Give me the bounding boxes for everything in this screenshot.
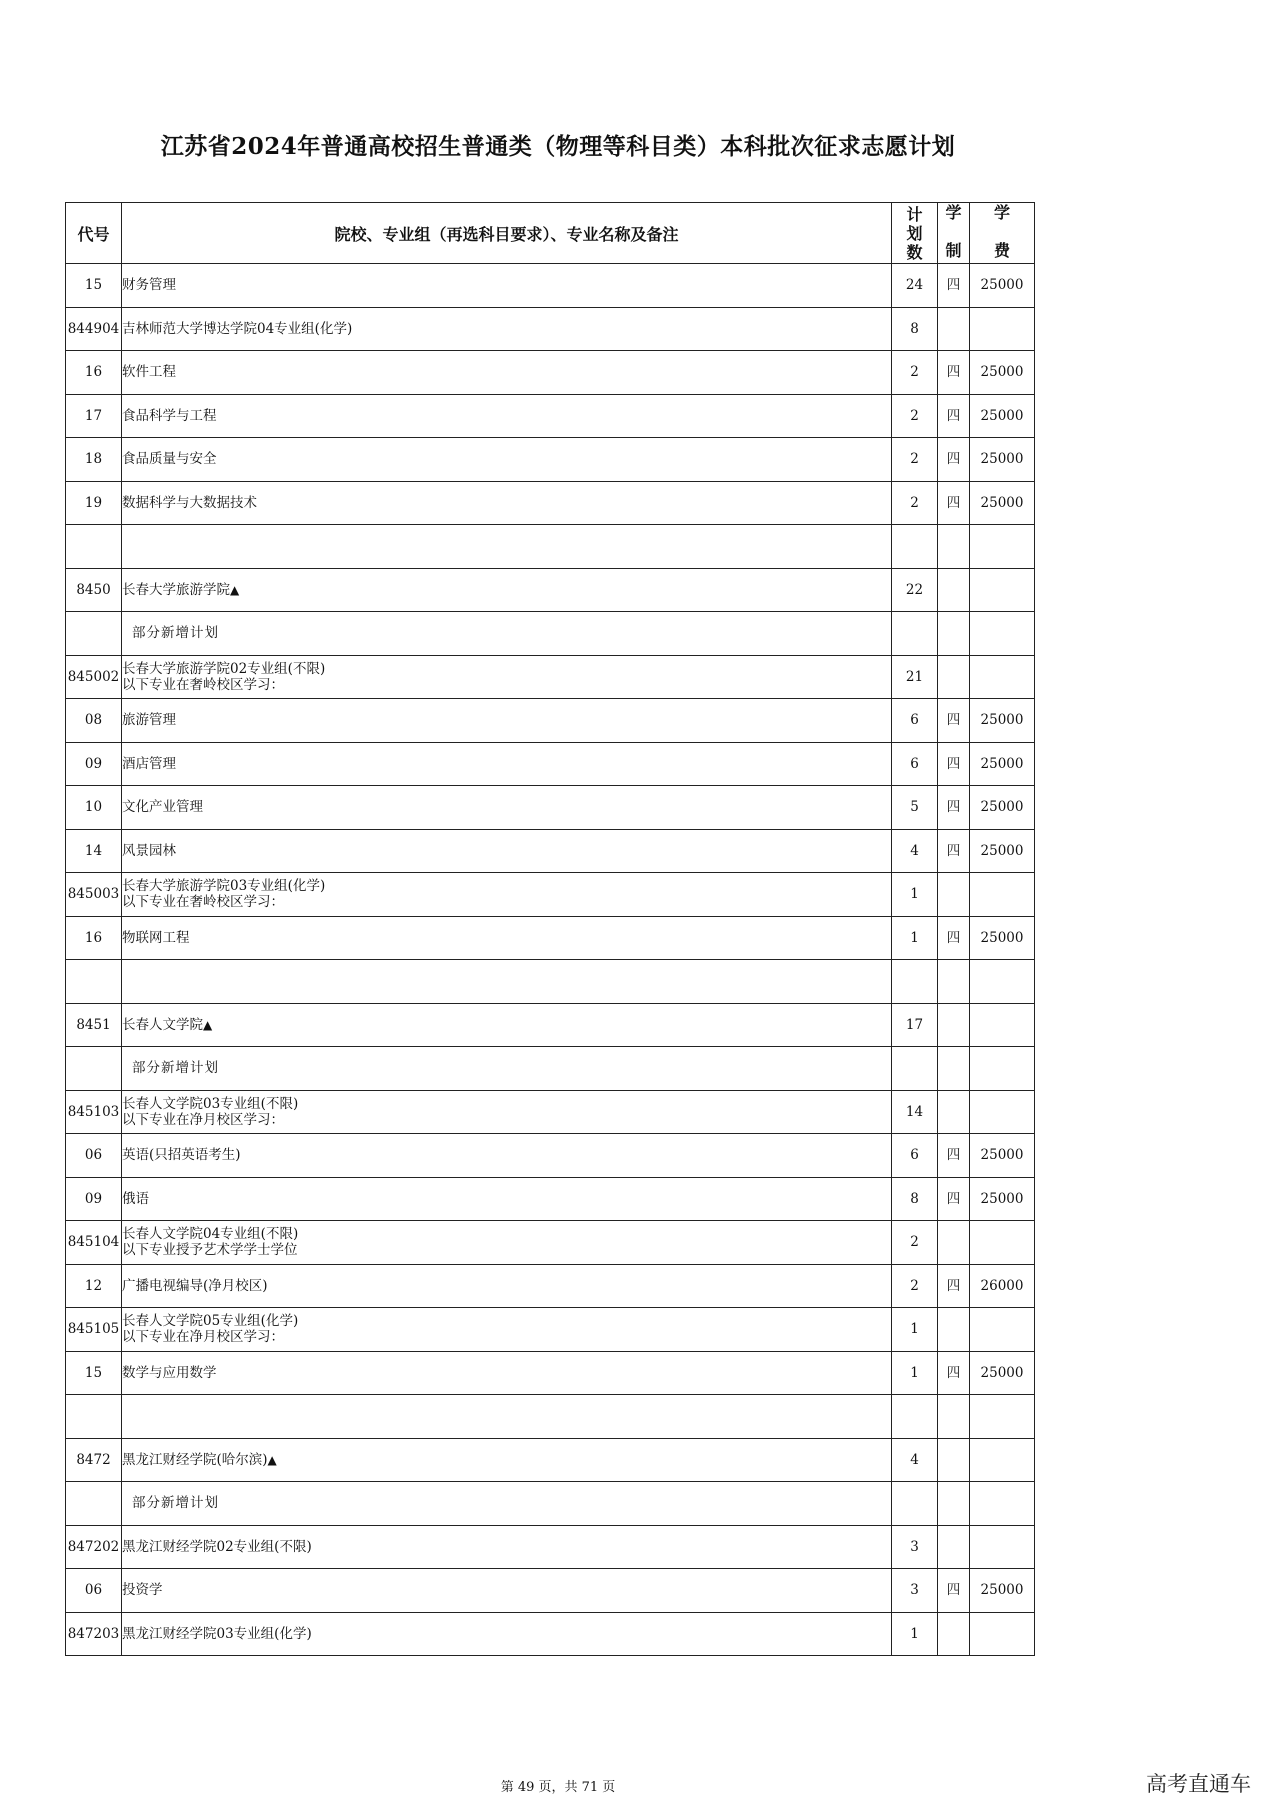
- row-name: [122, 1569, 892, 1613]
- table-row: [66, 1612, 1035, 1656]
- row-code: 845003: [66, 873, 122, 917]
- row-name-line: 以下专业授予艺术学学士学位: [122, 1242, 298, 1259]
- row-name: [122, 1395, 892, 1439]
- row-plan-count: [892, 612, 938, 656]
- row-fee: [970, 655, 1035, 699]
- row-code: 847203: [66, 1612, 122, 1656]
- table-row: [66, 1569, 1035, 1613]
- row-fee: [970, 1003, 1035, 1047]
- table-row: [66, 1525, 1035, 1569]
- row-code: [66, 612, 122, 656]
- row-plan-count: 2: [892, 438, 938, 482]
- row-fee: [970, 1090, 1035, 1134]
- header-fee: [970, 203, 1035, 264]
- row-code: 16: [66, 351, 122, 395]
- row-code: 09: [66, 742, 122, 786]
- row-code: 06: [66, 1134, 122, 1178]
- row-plan-count: 4: [892, 829, 938, 873]
- row-fee: 26000: [970, 1264, 1035, 1308]
- row-name: [122, 394, 892, 438]
- row-name-line: 酒店管理: [122, 755, 176, 772]
- row-code: [66, 1395, 122, 1439]
- row-fee: 25000: [970, 916, 1035, 960]
- header-fee-char: 学: [993, 203, 1010, 222]
- row-fee: [970, 1612, 1035, 1656]
- row-years: [938, 1395, 970, 1439]
- row-plan-count: 8: [892, 307, 938, 351]
- row-plan-count: 24: [892, 264, 938, 308]
- row-name-line: [122, 1017, 891, 1033]
- row-name: [122, 1134, 892, 1178]
- row-name: [122, 655, 892, 699]
- row-name-line: 食品质量与安全: [122, 451, 217, 468]
- row-name-line: 部分新增计划: [132, 1060, 219, 1077]
- table-row: [66, 1003, 1035, 1047]
- table-row: [66, 1047, 1035, 1091]
- row-name-line: 文化产业管理: [122, 799, 203, 816]
- row-code: 15: [66, 264, 122, 308]
- row-plan-count: [892, 525, 938, 569]
- row-name-line: 以下专业在奢岭校区学习：: [122, 676, 284, 693]
- row-name-line: 食品科学与工程: [122, 407, 217, 424]
- row-years: 四: [938, 1177, 970, 1221]
- row-name: [122, 481, 892, 525]
- table-row: [66, 568, 1035, 612]
- row-fee: 25000: [970, 438, 1035, 482]
- row-name-line: 英语(只招英语考生): [122, 1147, 241, 1164]
- row-plan-count: 2: [892, 351, 938, 395]
- row-code: 15: [66, 1351, 122, 1395]
- row-name: [122, 525, 892, 569]
- row-years: 四: [938, 351, 970, 395]
- table-row: [66, 699, 1035, 743]
- row-plan-count: 1: [892, 873, 938, 917]
- row-name-line: 投资学: [122, 1582, 163, 1599]
- table-row: [66, 1221, 1035, 1265]
- page-title: 江苏省2024年普通高校招生普通类（物理等科目类）本科批次征求志愿计划: [160, 133, 956, 160]
- row-fee: [970, 1438, 1035, 1482]
- table-header: [66, 203, 1035, 264]
- table-row: [66, 655, 1035, 699]
- row-name: [122, 742, 892, 786]
- row-plan-count: 3: [892, 1525, 938, 1569]
- row-name-line: 广播电视编导(净月校区): [122, 1277, 268, 1294]
- row-plan-count: 1: [892, 916, 938, 960]
- row-years: 四: [938, 1134, 970, 1178]
- row-name: [122, 1351, 892, 1395]
- row-fee: [970, 568, 1035, 612]
- triangle-marker-icon: ▲: [203, 1017, 213, 1032]
- row-years: [938, 1612, 970, 1656]
- row-years: [938, 1438, 970, 1482]
- row-fee: 25000: [970, 699, 1035, 743]
- row-years: [938, 612, 970, 656]
- watermark: 高考直通车: [1146, 1772, 1251, 1796]
- row-fee: 25000: [970, 829, 1035, 873]
- table-row: [66, 1351, 1035, 1395]
- row-name: [122, 699, 892, 743]
- header-plan-count-char: 划: [906, 223, 923, 243]
- row-name: [122, 1221, 892, 1265]
- row-code: 18: [66, 438, 122, 482]
- table-row: [66, 394, 1035, 438]
- table-row: [66, 1090, 1035, 1134]
- row-name-line: 以下专业在净月校区学习：: [122, 1329, 284, 1346]
- row-name: [122, 1482, 892, 1526]
- row-years: 四: [938, 394, 970, 438]
- row-name-line: 部分新增计划: [132, 625, 219, 642]
- row-years: [938, 1090, 970, 1134]
- row-fee: [970, 1047, 1035, 1091]
- table-row: [66, 1482, 1035, 1526]
- row-name-text: 长春大学旅游学院: [122, 581, 230, 598]
- row-years: 四: [938, 481, 970, 525]
- table-body: [66, 264, 1035, 1656]
- row-name-line: 长春人文学院05专业组(化学): [122, 1313, 299, 1330]
- row-code: 8450: [66, 568, 122, 612]
- row-name: [122, 1047, 892, 1091]
- row-years: [938, 1525, 970, 1569]
- header-years-char: 制: [945, 241, 962, 260]
- table-row: [66, 1264, 1035, 1308]
- row-code: 16: [66, 916, 122, 960]
- triangle-marker-icon: ▲: [267, 1452, 277, 1467]
- row-plan-count: 1: [892, 1308, 938, 1352]
- table-row: [66, 1308, 1035, 1352]
- header-name: 院校、专业组（再选科目要求）、专业名称及备注: [122, 203, 892, 264]
- row-years: 四: [938, 1569, 970, 1613]
- row-code: 845103: [66, 1090, 122, 1134]
- row-years: [938, 1047, 970, 1091]
- header-plan-count-char: 数: [906, 242, 923, 262]
- row-name-line: 长春大学旅游学院02专业组(不限): [122, 660, 326, 677]
- row-years: 四: [938, 699, 970, 743]
- row-name: [122, 960, 892, 1004]
- row-name: [122, 829, 892, 873]
- table-row: [66, 612, 1035, 656]
- row-years: [938, 1003, 970, 1047]
- row-name-line: 长春大学旅游学院03专业组(化学): [122, 878, 326, 895]
- row-name-line: 以下专业在净月校区学习：: [122, 1111, 284, 1128]
- row-code: [66, 1482, 122, 1526]
- row-fee: 25000: [970, 742, 1035, 786]
- row-fee: [970, 873, 1035, 917]
- row-name-line: 软件工程: [122, 364, 176, 381]
- row-fee: 25000: [970, 1351, 1035, 1395]
- header-years-char: 学: [945, 203, 962, 222]
- row-code: 847202: [66, 1525, 122, 1569]
- row-name-line: 数据科学与大数据技术: [122, 494, 257, 511]
- header-plan-count: [892, 203, 938, 264]
- row-fee: 25000: [970, 394, 1035, 438]
- row-name: [122, 1090, 892, 1134]
- row-code: [66, 525, 122, 569]
- row-name: [122, 1438, 892, 1482]
- row-fee: [970, 307, 1035, 351]
- table-row: [66, 742, 1035, 786]
- row-years: 四: [938, 264, 970, 308]
- row-plan-count: 2: [892, 1221, 938, 1265]
- row-plan-count: 5: [892, 786, 938, 830]
- row-years: 四: [938, 1264, 970, 1308]
- table-row: [66, 351, 1035, 395]
- table-row: [66, 525, 1035, 569]
- table-row: [66, 960, 1035, 1004]
- row-years: [938, 873, 970, 917]
- row-name-line: 吉林师范大学博达学院04专业组(化学): [122, 320, 353, 337]
- row-name: [122, 351, 892, 395]
- row-plan-count: 17: [892, 1003, 938, 1047]
- row-code: 845104: [66, 1221, 122, 1265]
- row-plan-count: 8: [892, 1177, 938, 1221]
- row-years: [938, 525, 970, 569]
- row-code: 12: [66, 1264, 122, 1308]
- row-fee: 25000: [970, 786, 1035, 830]
- row-fee: [970, 1221, 1035, 1265]
- row-plan-count: 2: [892, 394, 938, 438]
- table-row: [66, 307, 1035, 351]
- row-fee: 25000: [970, 1569, 1035, 1613]
- table-row: [66, 916, 1035, 960]
- table-row: [66, 1438, 1035, 1482]
- row-plan-count: 21: [892, 655, 938, 699]
- row-plan-count: [892, 960, 938, 1004]
- row-fee: [970, 525, 1035, 569]
- table-row: [66, 829, 1035, 873]
- header-fee-char: 费: [993, 241, 1010, 260]
- row-plan-count: 2: [892, 481, 938, 525]
- row-name: [122, 1264, 892, 1308]
- row-fee: 25000: [970, 481, 1035, 525]
- row-plan-count: 1: [892, 1351, 938, 1395]
- row-name-line: 财务管理: [122, 277, 176, 294]
- row-plan-count: 6: [892, 699, 938, 743]
- row-fee: [970, 1308, 1035, 1352]
- row-code: [66, 960, 122, 1004]
- row-code: 14: [66, 829, 122, 873]
- table-row: [66, 873, 1035, 917]
- row-years: 四: [938, 438, 970, 482]
- row-fee: [970, 1525, 1035, 1569]
- row-years: 四: [938, 829, 970, 873]
- row-code: 845002: [66, 655, 122, 699]
- row-name: [122, 1003, 892, 1047]
- header-years: [938, 203, 970, 264]
- row-years: [938, 568, 970, 612]
- enrollment-plan-table: [65, 202, 1035, 1656]
- row-years: 四: [938, 916, 970, 960]
- row-years: [938, 307, 970, 351]
- row-years: 四: [938, 1351, 970, 1395]
- row-years: 四: [938, 786, 970, 830]
- row-plan-count: [892, 1047, 938, 1091]
- row-code: 844904: [66, 307, 122, 351]
- table-row: [66, 1395, 1035, 1439]
- table-row: [66, 264, 1035, 308]
- table-row: [66, 438, 1035, 482]
- row-plan-count: [892, 1482, 938, 1526]
- table-row: [66, 481, 1035, 525]
- row-name: [122, 568, 892, 612]
- row-years: [938, 655, 970, 699]
- row-name: [122, 1177, 892, 1221]
- row-fee: 25000: [970, 1134, 1035, 1178]
- row-code: 09: [66, 1177, 122, 1221]
- row-years: [938, 960, 970, 1004]
- row-plan-count: 6: [892, 1134, 938, 1178]
- table-header-row: [66, 203, 1035, 264]
- row-name-line: 以下专业在奢岭校区学习：: [122, 894, 284, 911]
- row-name-text: 黑龙江财经学院(哈尔滨): [122, 1451, 268, 1468]
- row-plan-count: 4: [892, 1438, 938, 1482]
- triangle-marker-icon: ▲: [230, 582, 240, 597]
- row-name-line: [122, 582, 891, 598]
- row-plan-count: 14: [892, 1090, 938, 1134]
- row-fee: [970, 960, 1035, 1004]
- table-row: [66, 786, 1035, 830]
- row-fee: 25000: [970, 1177, 1035, 1221]
- row-plan-count: 3: [892, 1569, 938, 1613]
- row-plan-count: 6: [892, 742, 938, 786]
- row-name-line: 长春人文学院03专业组(不限): [122, 1095, 299, 1112]
- row-code: 17: [66, 394, 122, 438]
- row-name: [122, 1308, 892, 1352]
- row-fee: [970, 612, 1035, 656]
- row-plan-count: 2: [892, 1264, 938, 1308]
- row-name-line: 黑龙江财经学院03专业组(化学): [122, 1625, 312, 1642]
- row-code: 10: [66, 786, 122, 830]
- row-fee: [970, 1395, 1035, 1439]
- row-name-line: 旅游管理: [122, 712, 176, 729]
- row-name: [122, 307, 892, 351]
- row-name-line: 长春人文学院04专业组(不限): [122, 1226, 299, 1243]
- row-plan-count: 22: [892, 568, 938, 612]
- row-fee: 25000: [970, 264, 1035, 308]
- row-years: [938, 1308, 970, 1352]
- row-name-line: 物联网工程: [122, 929, 190, 946]
- row-name-line: 俄语: [122, 1190, 149, 1207]
- row-name-line: 部分新增计划: [132, 1495, 219, 1512]
- row-name-line: 黑龙江财经学院02专业组(不限): [122, 1538, 312, 1555]
- row-plan-count: 1: [892, 1612, 938, 1656]
- row-plan-count: [892, 1395, 938, 1439]
- row-name: [122, 264, 892, 308]
- row-name: [122, 1525, 892, 1569]
- row-name-line: 风景园林: [122, 842, 176, 859]
- page-footer: 第 49 页，共 71 页: [500, 1780, 616, 1795]
- row-years: [938, 1482, 970, 1526]
- row-name: [122, 612, 892, 656]
- row-fee: [970, 1482, 1035, 1526]
- row-name: [122, 873, 892, 917]
- table-row: [66, 1177, 1035, 1221]
- row-name-line: [122, 1452, 891, 1468]
- row-name: [122, 786, 892, 830]
- row-code: 8451: [66, 1003, 122, 1047]
- header-plan-count-char: 计: [906, 204, 923, 224]
- row-years: 四: [938, 742, 970, 786]
- row-name-text: 长春人文学院: [122, 1016, 203, 1033]
- table-row: [66, 1134, 1035, 1178]
- row-name: [122, 1612, 892, 1656]
- row-name: [122, 916, 892, 960]
- row-code: 08: [66, 699, 122, 743]
- row-years: [938, 1221, 970, 1265]
- row-code: [66, 1047, 122, 1091]
- row-name-line: 数学与应用数学: [122, 1364, 217, 1381]
- header-code: 代号: [66, 203, 122, 264]
- row-fee: 25000: [970, 351, 1035, 395]
- row-code: 06: [66, 1569, 122, 1613]
- row-code: 845105: [66, 1308, 122, 1352]
- row-code: 8472: [66, 1438, 122, 1482]
- row-name: [122, 438, 892, 482]
- row-code: 19: [66, 481, 122, 525]
